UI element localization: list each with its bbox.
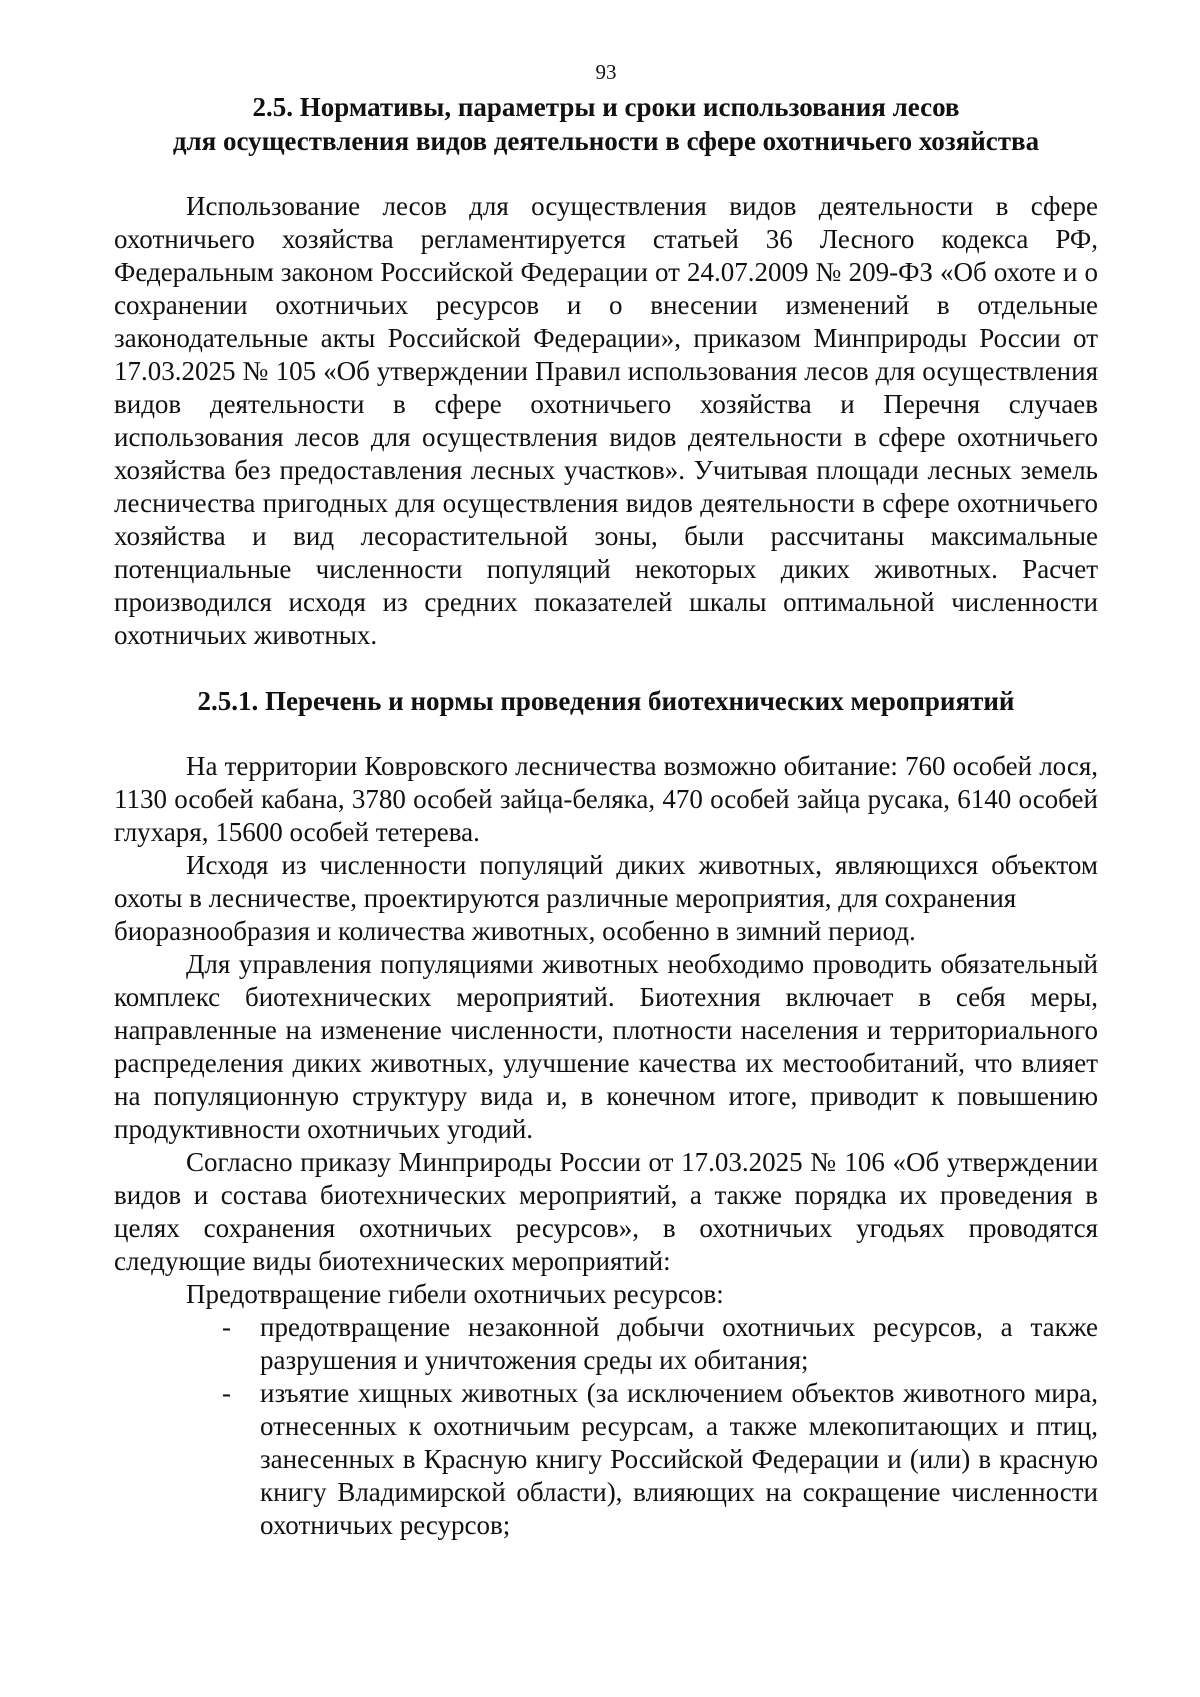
paragraph-prevention-heading: Предотвращение гибели охотничьих ресурсов: [186,1279,724,1309]
list-item-text: предотвращение незаконной добычи охотничьих ресурсов, а также разрушения и уничтожения среды их обитания; [260,1312,1098,1375]
intro-paragraph: Использование лесов для осуществления видов деятельности в сфере охотничьего хозяйства регламентируется статьей 36 Лесного кодекса РФ, Федеральным законом Российской Федерации от 24.07.2009 № 209-ФЗ «Об охоте и о сохранении охотничьих ресурсов и о внесении изменений в отдельные законодательные акты Российской Федерации», приказом Минприроды России от 17.03.2025 № 105 «Об утверждении Правил использования лесов для осуществления видов деятельности в сфере охотничьего хозяйства и Перечня случаев использования лесов для осуществления видов деятельности в сфере охотничьего хозяйства без предоставления лесных участков». Учитывая площади лесных земель лесничества пригодных для осуществления видов деятельности в сфере охотничьего хозяйства и вид лесорастительной зоны, были рассчитаны максимальные потенциальные численности популяций некоторых диких животных. Расчет производился исходя из средних показателей шкалы оптимальной численности охотничьих животных. [114,191,1098,650]
section-title-line-2: для осуществления видов деятельности в сфере охотничьего хозяйства [172,126,1040,156]
page-number: 93 [595,60,617,84]
paragraph-population: На территории Ковровского лесничества возможно обитание: 760 особей лося, 1130 особей кабана, 3780 особей зайца-беляка, 470 особей зайца русака, 6140 особей глухаря, 15600 особей тетерева. [114,751,1098,847]
paragraph-biotechnics: Для управления популяциями животных необходимо проводить обязательный комплекс биотехнических мероприятий. Биотехния включает в себя меры, направленные на изменение численности, плотности населения и территориального распределения диких животных, улучшение качества их местообитаний, что влияет на популяционную структуру вида и, в конечном итоге, приводит к повышению продуктивности охотничьих угодий. [114,949,1098,1144]
document-page [114,60,1098,1542]
prevention-list [114,1311,1098,1542]
list-item [222,1311,1098,1377]
paragraph-measures-continuation: биоразнообразия и количества животных, особенно в зимний период. [114,916,916,946]
section-title-line-1: 2.5. Нормативы, параметры и сроки использования лесов [252,92,960,122]
section-title [114,90,1098,158]
list-dash: - [222,1378,231,1408]
list-item-text: изъятие хищных животных (за исключением объектов животного мира, отнесенных к охотничьим ресурсам, а также млекопитающих и птиц, занесенных в Красную книгу Российской Федерации и (или) в красную книгу Владимирской области), влияющих на сокращение численности охотничьих ресурсов; [260,1378,1098,1540]
paragraph-measures-intro: Исходя из численности популяций диких животных, являющихся объектом охоты в лесничестве, проектируются различные мероприятия, для сохранения [114,850,1098,913]
subsection-title: 2.5.1. Перечень и нормы проведения биотехнических мероприятий [197,686,1015,716]
paragraph-order-106: Согласно приказу Минприроды России от 17.03.2025 № 106 «Об утверждении видов и состава биотехнических мероприятий, а также порядка их проведения в целях сохранения охотничьих ресурсов», в охотничьих угодьях проводятся следующие виды биотехнических мероприятий: [114,1147,1098,1276]
list-dash: - [222,1312,231,1342]
list-item [222,1377,1098,1542]
